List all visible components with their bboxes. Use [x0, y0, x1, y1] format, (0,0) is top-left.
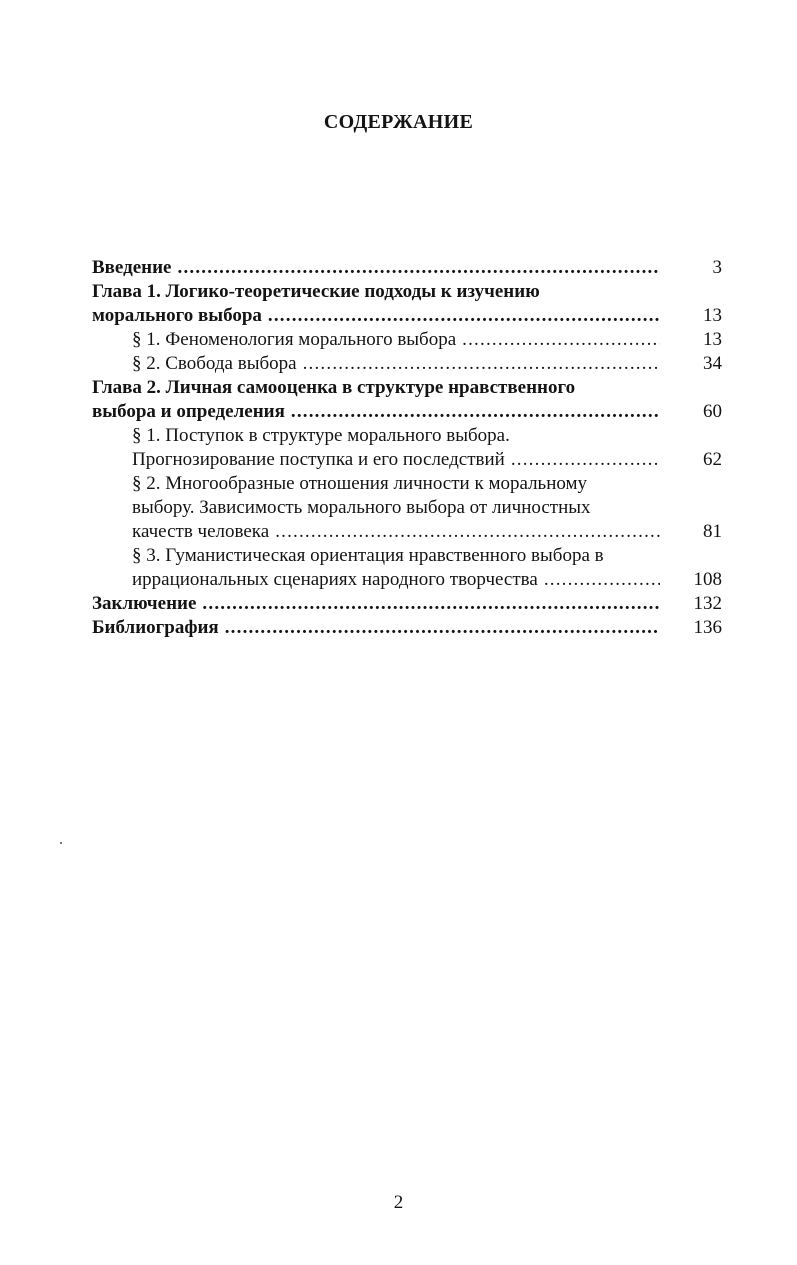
toc-entry-text: качеств человека: [132, 521, 270, 542]
toc-page-number: 81: [703, 521, 722, 542]
dot-leader: [268, 304, 660, 328]
dot-leader: [202, 592, 660, 616]
toc-entry-text: иррациональных сценариях народного творчества: [132, 569, 538, 590]
toc-entry-chapter-2: [92, 376, 722, 400]
toc-entry-text: § 1. Поступок в структуре морального выбора.: [132, 425, 510, 446]
toc-entry-text: Заключение: [92, 593, 197, 614]
toc-entry-text: Введение: [92, 257, 172, 278]
toc-entry-ch2-sec2-cont2: [92, 520, 722, 544]
toc-page-number: 34: [703, 353, 722, 374]
toc-entry-text: § 3. Гуманистическая ориентация нравственного выбора в: [132, 545, 604, 566]
toc-entry-ch2-sec2-cont: [92, 496, 722, 520]
page-number: 2: [393, 1192, 404, 1213]
toc-entry-text: выбора и определения: [92, 401, 285, 422]
toc-entry-ch2-sec2: [92, 472, 722, 496]
dot-leader: [303, 352, 660, 376]
toc-entry-bibliography: [92, 616, 722, 640]
dot-leader: [462, 328, 660, 352]
toc-entry-text: Прогнозирование поступка и его последствий: [132, 449, 505, 470]
toc-entry-text: Библиография: [92, 617, 219, 638]
toc-entry-chapter-2-cont: [92, 400, 722, 424]
toc-entry-ch2-sec3: [92, 544, 722, 568]
dot-leader: [225, 616, 660, 640]
toc-entry-ch1-sec1: [92, 328, 722, 352]
toc-entry-conclusion: [92, 592, 722, 616]
toc-entry-text: морального выбора: [92, 305, 262, 326]
toc-entry-ch2-sec3-cont: [92, 568, 722, 592]
dot-leader: [275, 520, 660, 544]
toc-entry-ch2-sec1: [92, 424, 722, 448]
toc-page-number: 62: [703, 449, 722, 470]
toc-entry-ch1-sec2: [92, 352, 722, 376]
toc-entry-introduction: [92, 256, 722, 280]
table-of-contents: [92, 256, 722, 640]
toc-entry-chapter-1-cont: [92, 304, 722, 328]
toc-page-number: 13: [703, 329, 722, 350]
toc-page-number: 60: [703, 401, 722, 422]
toc-page-number: 132: [693, 593, 722, 614]
dot-leader: [511, 448, 660, 472]
dot-leader: [544, 568, 660, 592]
dot-leader: [178, 256, 661, 280]
toc-page-number: 108: [693, 569, 722, 590]
toc-entry-text: Глава 1. Логико-теоретические подходы к изучению: [92, 281, 540, 302]
toc-entry-chapter-1: [92, 280, 722, 304]
toc-page-number: 13: [703, 305, 722, 326]
toc-entry-text: § 2. Многообразные отношения личности к моральному: [132, 473, 588, 494]
toc-page-number: 136: [693, 617, 722, 638]
toc-entry-text: § 2. Свобода выбора: [132, 353, 297, 374]
scan-speck: [60, 842, 62, 844]
toc-entry-text: выбору. Зависимость морального выбора от личностных: [132, 497, 591, 518]
toc-entry-ch2-sec1-cont: [92, 448, 722, 472]
toc-entry-text: Глава 2. Личная самооценка в структуре нравственного: [92, 377, 576, 398]
page-title: СОДЕРЖАНИЕ: [323, 111, 474, 133]
dot-leader: [291, 400, 660, 424]
toc-page-number: 3: [712, 257, 722, 278]
toc-entry-text: § 1. Феноменология морального выбора: [132, 329, 457, 350]
